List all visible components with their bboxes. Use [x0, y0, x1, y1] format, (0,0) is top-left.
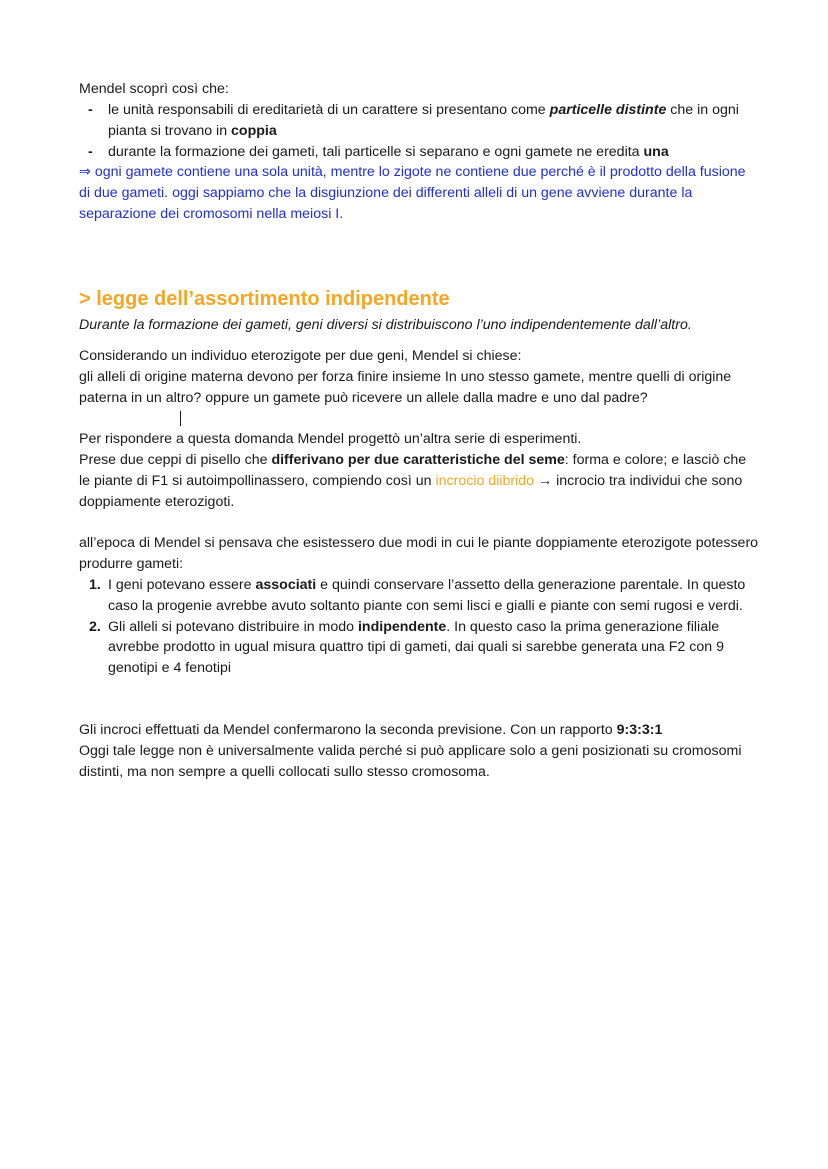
list-item: 2. Gli alleli si potevano distribuire in modo indipendente. In questo caso la prima generazione filiale avrebbe prodotto in ugual misura quattro tipi di gameti, dai quali si sarebbe generata una F2 con 9 genotipi e 4 fenotipi — [89, 618, 724, 677]
intro-text: Mendel scoprì così che: — [79, 81, 229, 97]
ratio-value: 9:3:3:1 — [616, 722, 663, 738]
bold-text: associati — [255, 577, 317, 593]
bullet-marker: - — [88, 102, 93, 118]
list-item: - durante la formazione dei gameti, tali particelle si separano e ogni gamete ne eredita una — [79, 142, 759, 163]
hypotheses-intro: all’epoca di Mendel si pensava che esistessero due modi in cui le piante doppiamente eterozigote potessero produrre gameti: — [79, 535, 759, 572]
validity-note: Oggi tale legge non è universalmente valida perché si può applicare solo a geni posizionati su cromosomi distinti, ma non sempre a quelli collocati sullo stesso cromosoma. — [79, 743, 742, 780]
question-intro: Considerando un individuo eterozigote per due geni, Mendel si chiese: — [79, 348, 522, 364]
list-item: 1. I geni potevano essere associati e quindi conservare l’assetto della generazione parentale. In questo caso la progenie avrebbe avuto soltanto piante con semi lisci e gialli e piante con semi rugosi e verdi. — [89, 577, 746, 614]
bold-text: differivano per due caratteristiche del seme — [271, 452, 565, 468]
hypotheses-list — [79, 575, 759, 679]
section-heading: > legge dell’assortimento indipendente — [79, 288, 450, 310]
text-cursor — [180, 411, 181, 426]
bold-text: una — [643, 143, 669, 160]
question-text: gli alleli di origine materna devono per forza finire insieme In uno stesso gamete, mentre quelli di origine paterna in un altro? oppure un gamete può ricevere un allele dalla madre e uno dal padre? — [79, 369, 732, 406]
number-marker: 1. — [89, 577, 101, 593]
experiment-text: Prese due ceppi di pisello che differivano per due caratteristiche del seme: forma e colore; e lasciò che le piante di F1 si autoimpollinassero, compiendo così un incrocio diibrido → incrocio tra individui che sono doppiamente eterozigoti. — [79, 452, 747, 510]
bold-text: indipendente — [357, 618, 447, 635]
experiment-intro: Per rispondere a questa domanda Mendel progettò un’altra serie di esperimenti. — [79, 431, 582, 447]
discoveries-list — [79, 100, 759, 162]
emphasis-text: particelle distinte — [549, 102, 667, 118]
list-item: - le unità responsabili di ereditarietà di un carattere si presentano come particelle distinte che in ogni pianta si trovano in coppia — [88, 102, 739, 139]
results-text: Gli incroci effettuati da Mendel confermarono la seconda previsione. Con un rapporto 9:3:3:1 — [79, 722, 663, 738]
conclusion-text: ⇒ ogni gamete contiene una sola unità, mentre lo zigote ne contiene due perché è il prodotto della fusione di due gameti. oggi sappiamo che la disgiunzione dei differenti alleli di un gene avviene durante la separazione dei cromosomi nella meiosi I. — [79, 164, 746, 222]
highlight-term: incrocio diibrido — [435, 472, 535, 489]
law-definition: Durante la formazione dei gameti, geni diversi si distribuiscono l’uno indipendentemente dall’altro. — [79, 317, 692, 333]
bullet-marker: - — [88, 143, 93, 160]
number-marker: 2. — [89, 618, 101, 635]
bold-text: coppia — [231, 122, 277, 139]
